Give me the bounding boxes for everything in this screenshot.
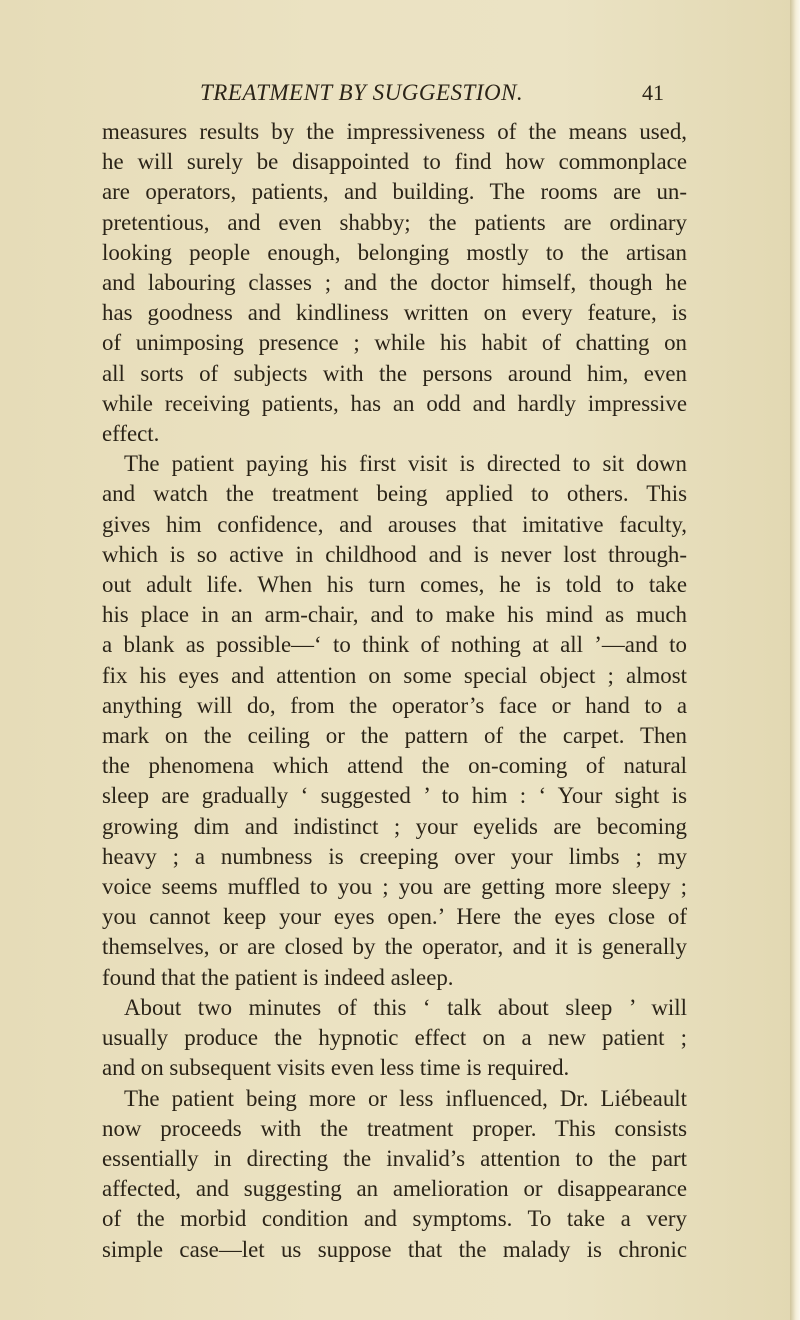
text-line: the phenomena which attend the on-coming of natural: [102, 753, 687, 779]
text-line: are operators, patients, and building. The rooms are un-: [102, 179, 687, 205]
text-line: all sorts of subjects with the persons around him, even: [102, 360, 687, 386]
running-head: TREATMENT BY SUGGESTION.: [200, 80, 524, 105]
text-line: effect.: [102, 421, 160, 447]
text-line: anything will do, from the operator’s face or hand to a: [102, 692, 687, 718]
text-line: About two minutes of this ‘ talk about sleep ’ will: [124, 994, 687, 1020]
text-line: heavy ; a numbness is creeping over your limbs ; my: [102, 843, 687, 869]
text-line: essentially in directing the invalid’s attention to the part: [102, 1145, 687, 1171]
text-line: which is so active in childhood and is never lost through-: [102, 541, 687, 567]
text-line: found that the patient is indeed asleep.: [102, 964, 454, 990]
text-line: now proceeds with the treatment proper. This consists: [102, 1115, 687, 1141]
text-line: has goodness and kindliness written on every feature, is: [102, 300, 687, 326]
body-text: [102, 117, 687, 1265]
text-line: and watch the treatment being applied to others. This: [102, 481, 687, 507]
text-line: he will surely be disappointed to find how commonplace: [102, 149, 687, 175]
text-line: while receiving patients, has an odd and hardly impressive: [102, 390, 687, 416]
text-line: of unimposing presence ; while his habit of chatting on: [102, 330, 687, 356]
text-line: gives him confidence, and arouses that imitative faculty,: [102, 511, 687, 537]
text-line: pretentious, and even shabby; the patients are ordinary: [102, 209, 687, 235]
text-line: measures results by the impressiveness of the means used,: [102, 119, 687, 144]
text-line: affected, and suggesting an amelioration or disappearance: [102, 1176, 687, 1202]
text-line: of the morbid condition and symptoms. To take a very: [102, 1206, 687, 1232]
text-line: a blank as possible—‘ to think of nothing at all ’—and to: [102, 632, 687, 658]
text-line: you cannot keep your eyes open.’ Here the eyes close of: [102, 904, 687, 930]
text-line: usually produce the hypnotic effect on a new patient ;: [102, 1025, 687, 1051]
text-line: sleep are gradually ‘ suggested ’ to him : ‘ Your sight is: [102, 783, 687, 809]
text-line: looking people enough, belonging mostly to the artisan: [102, 239, 687, 265]
text-line: his place in an arm-chair, and to make his mind as much: [102, 602, 687, 628]
text-line: voice seems muffled to you ; you are getting more sleepy ;: [102, 874, 687, 900]
page-number: 41: [642, 80, 664, 105]
text-line: out adult life. When his turn comes, he is told to take: [102, 572, 687, 598]
text-line: themselves, or are closed by the operator, and it is generally: [102, 934, 687, 960]
text-line: and labouring classes ; and the doctor himself, though he: [102, 270, 687, 296]
text-line: growing dim and indistinct ; your eyelids are becoming: [102, 813, 687, 839]
page-edge: [790, 0, 800, 1320]
text-line: mark on the ceiling or the pattern of the carpet. Then: [102, 723, 687, 749]
text-line: and on subsequent visits even less time is required.: [102, 1055, 570, 1081]
text-line: fix his eyes and attention on some special object ; almost: [102, 662, 687, 688]
text-line: The patient paying his first visit is directed to sit down: [124, 451, 687, 477]
text-line: The patient being more or less influenced, Dr. Liébeault: [124, 1085, 687, 1111]
page-header: [0, 80, 800, 120]
text-line: simple case—let us suppose that the malady is chronic: [102, 1236, 687, 1262]
